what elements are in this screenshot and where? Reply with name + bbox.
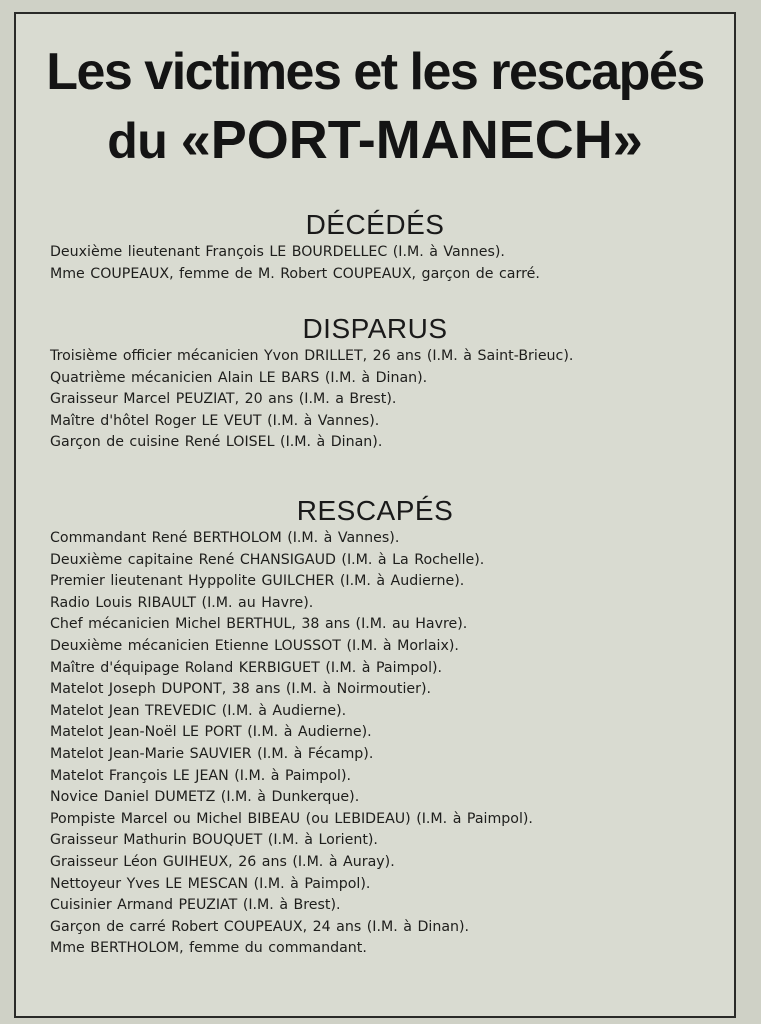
list-item: Quatrième mécanicien Alain LE BARS (I.M. à Dinan). bbox=[50, 369, 428, 386]
section-missing bbox=[16, 312, 734, 454]
list-item: Nettoyeur Yves LE MESCAN (I.M. à Paimpol). bbox=[50, 875, 371, 892]
list-item: Novice Daniel DUMETZ (I.M. à Dunkerque). bbox=[50, 789, 360, 806]
list-item: Deuxième lieutenant François LE BOURDELLEC (I.M. à Vannes). bbox=[50, 244, 505, 260]
list-item: Graisseur Marcel PEUZIAT, 20 ans (I.M. a Brest). bbox=[50, 391, 397, 408]
section-heading: RESCAPÉS bbox=[296, 495, 454, 526]
entry-list bbox=[16, 242, 734, 285]
list-item: Cuisinier Armand PEUZIAT (I.M. à Brest). bbox=[50, 897, 341, 914]
list-item: Chef mécanicien Michel BERTHUL, 38 ans (I.M. au Havre). bbox=[50, 616, 468, 633]
list-item: Maître d'équipage Roland KERBIGUET (I.M. à Paimpol). bbox=[50, 659, 443, 676]
list-item: Troisième officier mécanicien Yvon DRILLET, 26 ans (I.M. à Saint-Brieuc). bbox=[50, 348, 574, 364]
list-item: Mme BERTHOLOM, femme du commandant. bbox=[50, 940, 367, 957]
list-item: Matelot Jean-Noël LE PORT (I.M. à Audierne). bbox=[50, 724, 372, 741]
section-survivors bbox=[16, 494, 734, 960]
list-item: Matelot François LE JEAN (I.M. à Paimpol). bbox=[50, 767, 351, 784]
section-heading: DISPARUS bbox=[302, 313, 448, 344]
list-item: Commandant René BERTHOLOM (I.M. à Vannes). bbox=[50, 530, 400, 546]
list-item: Matelot Jean TREVEDIC (I.M. à Audierne). bbox=[50, 702, 347, 719]
list-item: Garçon de carré Robert COUPEAUX, 24 ans (I.M. à Dinan). bbox=[50, 918, 470, 935]
list-item: Matelot Joseph DUPONT, 38 ans (I.M. à Noirmoutier). bbox=[50, 681, 432, 698]
list-item: Deuxième mécanicien Etienne LOUSSOT (I.M. à Morlaix). bbox=[50, 637, 459, 654]
list-item: Graisseur Léon GUIHEUX, 26 ans (I.M. à Auray). bbox=[50, 853, 395, 870]
article-title bbox=[16, 42, 734, 173]
entry-list bbox=[16, 346, 734, 454]
list-item: Matelot Jean-Marie SAUVIER (I.M. à Fécamp). bbox=[50, 745, 374, 762]
list-item: Premier lieutenant Hyppolite GUILCHER (I.M. à Audierne). bbox=[50, 573, 465, 590]
list-item: Deuxième capitaine René CHANSIGAUD (I.M. à La Rochelle). bbox=[50, 551, 485, 568]
list-item: Radio Louis RIBAULT (I.M. au Havre). bbox=[50, 594, 314, 611]
list-item: Mme COUPEAUX, femme de M. Robert COUPEAUX, garçon de carré. bbox=[50, 265, 540, 282]
title-line-2 bbox=[16, 108, 734, 173]
list-item: Maître d'hôtel Roger LE VEUT (I.M. à Vannes). bbox=[50, 412, 380, 429]
section-heading: DÉCÉDÉS bbox=[305, 209, 445, 240]
title-line-1: Les victimes et les rescapés bbox=[46, 43, 704, 101]
ship-name: «PORT-MANECH» bbox=[180, 110, 643, 170]
section-deceased bbox=[16, 208, 734, 285]
list-item: Graisseur Mathurin BOUQUET (I.M. à Lorient). bbox=[50, 832, 378, 849]
list-item: Pompiste Marcel ou Michel BIBEAU (ou LEBIDEAU) (I.M. à Paimpol). bbox=[50, 810, 533, 827]
newspaper-clipping bbox=[14, 12, 736, 1018]
title-prefix: du bbox=[107, 113, 181, 169]
list-item: Garçon de cuisine René LOISEL (I.M. à Dinan). bbox=[50, 434, 383, 451]
entry-list bbox=[16, 528, 734, 960]
